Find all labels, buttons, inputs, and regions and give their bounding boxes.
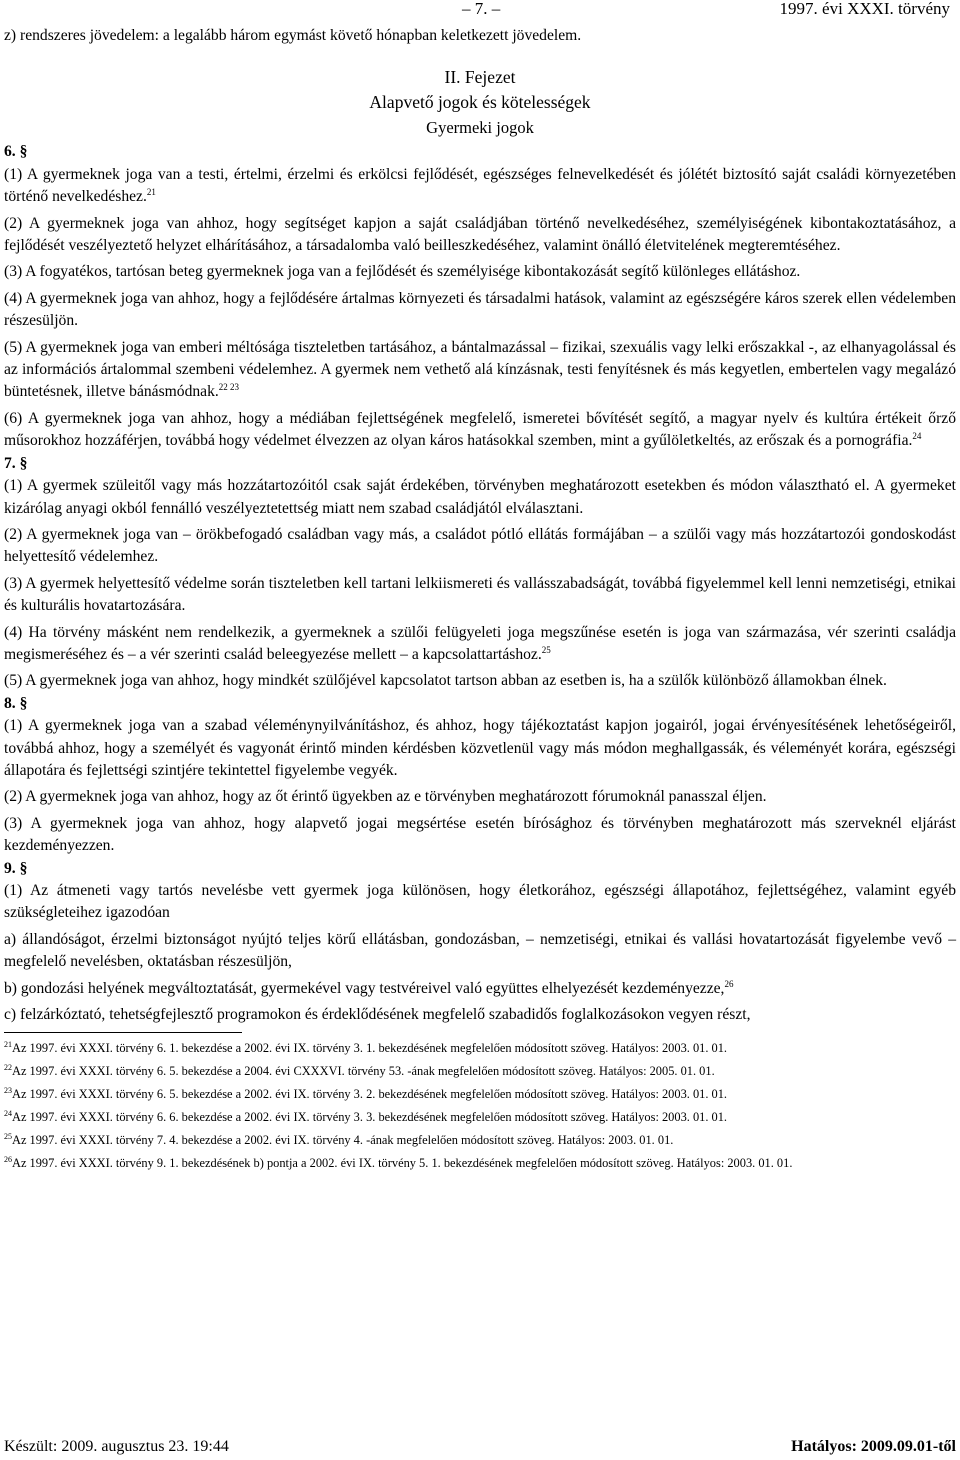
chapter-number: II. Fejezet (444, 67, 516, 88)
footnote-ref-24[interactable]: 24 (912, 431, 922, 442)
footnote-21: $^{21}$Az 1997. évi XXXI. törvény 6. 1. bekezdése a 2002. évi IX. törvény 3. 1. bekezdésének megfelelően módosított szöveg. Hatályos: 2003. 01. 01. (4, 1040, 728, 1056)
section-7-paragraph-4: (4) Ha törvény másként nem rendelkezik, a gyermeknek a szülői felügyeleti joga megszűnése esetén is joga van származása, vér szerinti családja megismeréséhez és – a vér szerinti család beleegyezése mellett – a kapcsolattartáshoz.$^{25}$ (4, 623, 956, 663)
law-title: 1997. évi XXXI. törvény (779, 0, 950, 18)
footnote-25: $^{25}$Az 1997. évi XXXI. törvény 7. 4. bekezdése a 2002. évi IX. törvény 4. -ának megfelelően módosított szöveg. Hatályos: 2003. 01. 01. (4, 1132, 674, 1148)
section-6-paragraph-1: (1) A gyermeknek joga van a testi, értelmi, érzelmi és erkölcsi fejlődését, egészséges felnevelkedését és jólétét biztosító saját családi környezetében történő nevelkedéshez.$^{21}$ (4, 165, 956, 206)
section-6-paragraph-5: (5) A gyermeknek joga van emberi méltósága tiszteletben tartásához, a bántalmazással – fizikai, szexuális vagy lelki erőszakkal -, az elhanyagolással és az információs ártalommal szembeni védelemhez. A gyermek nem vethető alá kínzásnak, testi fenyítésnek és más kegyetlen, embertelen vagy megalázó büntetésnek, illetve bánásmódnak.$^{22 23}$ (4, 338, 956, 401)
section-8-paragraph-2: (2) A gyermeknek joga van ahhoz, hogy az őt érintő ügyekben az e törvényben meghatározott fórumoknál panasszal éljen. (4, 788, 767, 806)
section-7-paragraph-3: (3) A gyermek helyettesítő védelme során tiszteletben kell tartani lelkiismereti és vallásszabadságát, továbbá figyelemmel kell lenni nemzetiségi, etnikai és kulturális hovatartozására. (4, 574, 956, 615)
section-7-paragraph-1: (1) A gyermek szüleitől vagy más hozzátartozóitól csak saját érdekében, törvényben meghatározott esetekben és módon választható el. A gyermeket kizárólag anyagi okból fennálló veszélyeztetettség miatt nem szabad családjától elválasztani. (4, 477, 956, 517)
section-9-paragraph-1: (1) Az átmeneti vagy tartós nevelésbe vett gyermek joga különösen, hogy életkorához, egészségi állapotához, fejlettségéhez, valamint egyéb szükségleteihez igazodóan (4, 882, 956, 922)
section-6-title: 6. § (4, 143, 28, 161)
section-6-paragraph-6: (6) A gyermeknek joga van ahhoz, hogy a médiában fejlettségének megfelelő, ismeretei bővítését segítő, a magyar nyelv és kultúra értékeit őrző műsorokhoz hozzáférjen, továbbá hogy védelmet élvezzen az olyan káros hatásokkal szemben, mint a gyűlöletkeltés, az erőszak és a pornográfia.$^{24}$ (4, 409, 956, 450)
footnotes (4, 1037, 956, 1175)
page-number: – 7. – (462, 0, 501, 18)
section-7-title: 7. § (4, 454, 28, 472)
created-date: Készült: 2009. augusztus 23. 19:44 (4, 1438, 229, 1455)
section-8-title: 8. § (4, 694, 28, 712)
chapter-subtitle: Gyermeki jogok (426, 118, 534, 138)
footnote-23: $^{23}$Az 1997. évi XXXI. törvény 6. 5. bekezdése a 2002. évi IX. törvény 3. 2. bekezdésének megfelelően módosított szöveg. Hatályos: 2003. 01. 01. (4, 1086, 728, 1102)
section-9-point-b: b) gondozási helyének megváltoztatását, gyermekével vagy testvéreivel való együttes elhelyezését kezdeményezze,$^{26}$ (4, 978, 734, 997)
footnote-ref-25[interactable]: 25 (541, 644, 551, 655)
footnote-22: $^{22}$Az 1997. évi XXXI. törvény 6. 5. bekezdése a 2004. évi CXXXVI. törvény 53. -ának megfelelően módosított szöveg. Hatályos: 2005. 01. 01. (4, 1063, 715, 1079)
section-6-paragraph-2: (2) A gyermeknek joga van ahhoz, hogy segítséget kapjon a saját családjában történő nevelkedéséhez, személyiségének kibontakoztatásához, a fejlődését veszélyeztető helyzet elhárításához, a társadalomba való beilleszkedéséhez, valamint önálló életvitelének megteremtéséhez. (4, 214, 956, 255)
section-9-point-a: a) állandóságot, érzelmi biztonságot nyújtó teljes körű ellátásban, gondozásban, – nemzetiségi, etnikai és vallási hovatartozását figyelembe vevő – megfelelő nevelésben, oktatásban részesüljön, (4, 930, 956, 971)
section-8-paragraph-1: (1) A gyermeknek joga van a szabad véleménynyilvánításhoz, és ahhoz, hogy tájékoztatást kapjon jogairól, jogai érvényesítésének lehetőségeiről, továbbá ahhoz, hogy a személyét és vagyonát érintő minden kérdésben közvetlenül vagy más módon meghallgassák, és véleményét korára, egészségi állapotára és fejlettségi szintjére tekintettel figyelembe vegyék. (4, 717, 956, 779)
document-page (4, 0, 956, 1175)
effective-date: Hatályos: 2009.09.01-től (791, 1438, 956, 1455)
footnote-ref-22-23[interactable]: 22 23 (218, 382, 240, 393)
section-7-paragraph-2: (2) A gyermeknek joga van – örökbefogadó családban vagy más, a családot pótló ellátás formájában – a szülői vagy más hozzátartozói gondoskodást helyettesítő védelemhez. (4, 525, 956, 566)
section-9-title: 9. § (4, 859, 28, 877)
footnote-ref-26[interactable]: 26 (724, 978, 734, 989)
page-header (4, 0, 956, 22)
section-9-point-c: c) felzárkóztató, tehetségfejlesztő programokon és érdeklődésének megfelelő szabadidős foglalkozásokon vegyen részt, (4, 1006, 751, 1024)
section-8-paragraph-3: (3) A gyermeknek joga van ahhoz, hogy alapvető jogai megsértése esetén bírósághoz és törvényben meghatározott más szerveknél eljárást kezdeményezzen. (4, 814, 956, 855)
footnote-24: $^{24}$Az 1997. évi XXXI. törvény 6. 6. bekezdése a 2002. évi IX. törvény 3. 3. bekezdésének megfelelően módosított szöveg. Hatályos: 2003. 01. 01. (4, 1109, 728, 1125)
section-6-paragraph-3: (3) A fogyatékos, tartósan beteg gyermeknek joga van a fejlődését és személyisége kibontakozását segítő különleges ellátáshoz. (4, 263, 801, 281)
chapter-title: Alapvető jogok és kötelességek (369, 92, 591, 113)
intro-paragraph: z) rendszeres jövedelem: a legalább három egymást követő hónapban keletkezett jövedelem. (4, 27, 582, 44)
section-7-paragraph-5: (5) A gyermeknek joga van ahhoz, hogy mindkét szülőjével kapcsolatot tartson abban az esetben is, ha a szülők különböző államokban élnek. (4, 672, 887, 690)
section-6-paragraph-4: (4) A gyermeknek joga van ahhoz, hogy a fejlődésére ártalmas környezeti és társadalmi hatások, valamint az egészségére káros szerek ellen védelemben részesüljön. (4, 289, 956, 330)
footnote-divider (4, 1032, 242, 1033)
footnote-26: $^{26}$Az 1997. évi XXXI. törvény 9. 1. bekezdésének b) pontja a 2002. évi IX. törvény 5. 1. bekezdésének megfelelően módosított szöveg. Hatályos: 2003. 01. 01. (4, 1155, 793, 1171)
footnote-ref-21[interactable]: 21 (146, 187, 156, 198)
